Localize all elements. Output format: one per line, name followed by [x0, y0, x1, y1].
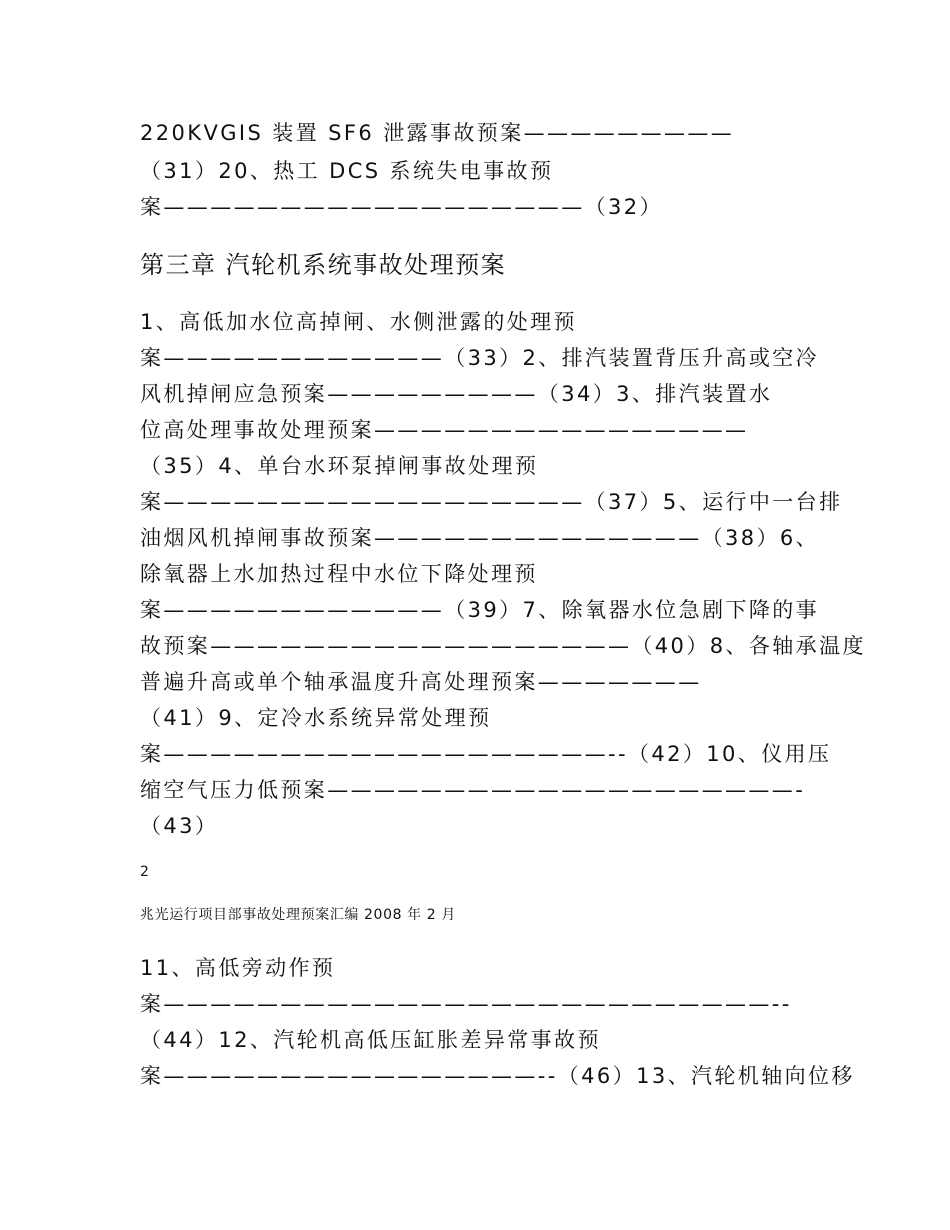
toc-line: 案——————————————————（37）5、运行中一台排 — [140, 490, 843, 514]
toc-line: 1、高低加水位高掉闸、水侧泄露的处理预 — [140, 310, 577, 334]
toc-line: 油烟风机掉闸事故预案——————————————（38）6、 — [140, 526, 820, 550]
toc-line: 案————————————————--（46）13、汽轮机轴向位移 — [140, 1064, 855, 1088]
toc-line: 11、高低旁动作预 — [140, 956, 336, 980]
toc-line: 220KVGIS 装置 SF6 泄露事故预案————————— — [140, 121, 735, 145]
toc-line: 案——————————————————（32） — [140, 195, 663, 219]
toc-line: （35）4、单台水环泵掉闸事故处理预 — [140, 454, 539, 478]
toc-line: 风机掉闸应急预案—————————（34）3、排汽装置水 — [140, 382, 773, 406]
toc-line: 缩空气压力低预案————————————————————- — [140, 778, 806, 802]
toc-line: 普遍升高或单个轴承温度升高处理预案——————— — [140, 670, 702, 694]
toc-line: 除氧器上水加热过程中水位下降处理预 — [140, 562, 538, 586]
toc-line: 案——————————————————————————-- — [140, 992, 792, 1016]
toc-line: （31）20、热工 DCS 系统失电事故预 — [140, 159, 554, 183]
toc-line: 故预案——————————————————（40）8、各轴承温度 — [140, 634, 866, 658]
chapter-heading: 第三章 汽轮机系统事故处理预案 — [140, 251, 507, 279]
page-number: 2 — [140, 864, 150, 880]
toc-line: 案————————————（39）7、除氧器水位急剧下降的事 — [140, 598, 820, 622]
toc-line: （43） — [140, 814, 219, 838]
toc-line: 案————————————（33）2、排汽装置背压升高或空冷 — [140, 346, 820, 370]
toc-line: （44）12、汽轮机高低压缸胀差异常事故预 — [140, 1028, 601, 1052]
toc-line: （41）9、定冷水系统异常处理预 — [140, 706, 492, 730]
toc-line: 案———————————————————--（42）10、仪用压 — [140, 742, 832, 766]
toc-line: 位高处理事故处理预案———————————————— — [140, 418, 749, 442]
running-header: 兆光运行项目部事故处理预案汇编 2008 年 2 月 — [140, 907, 456, 923]
